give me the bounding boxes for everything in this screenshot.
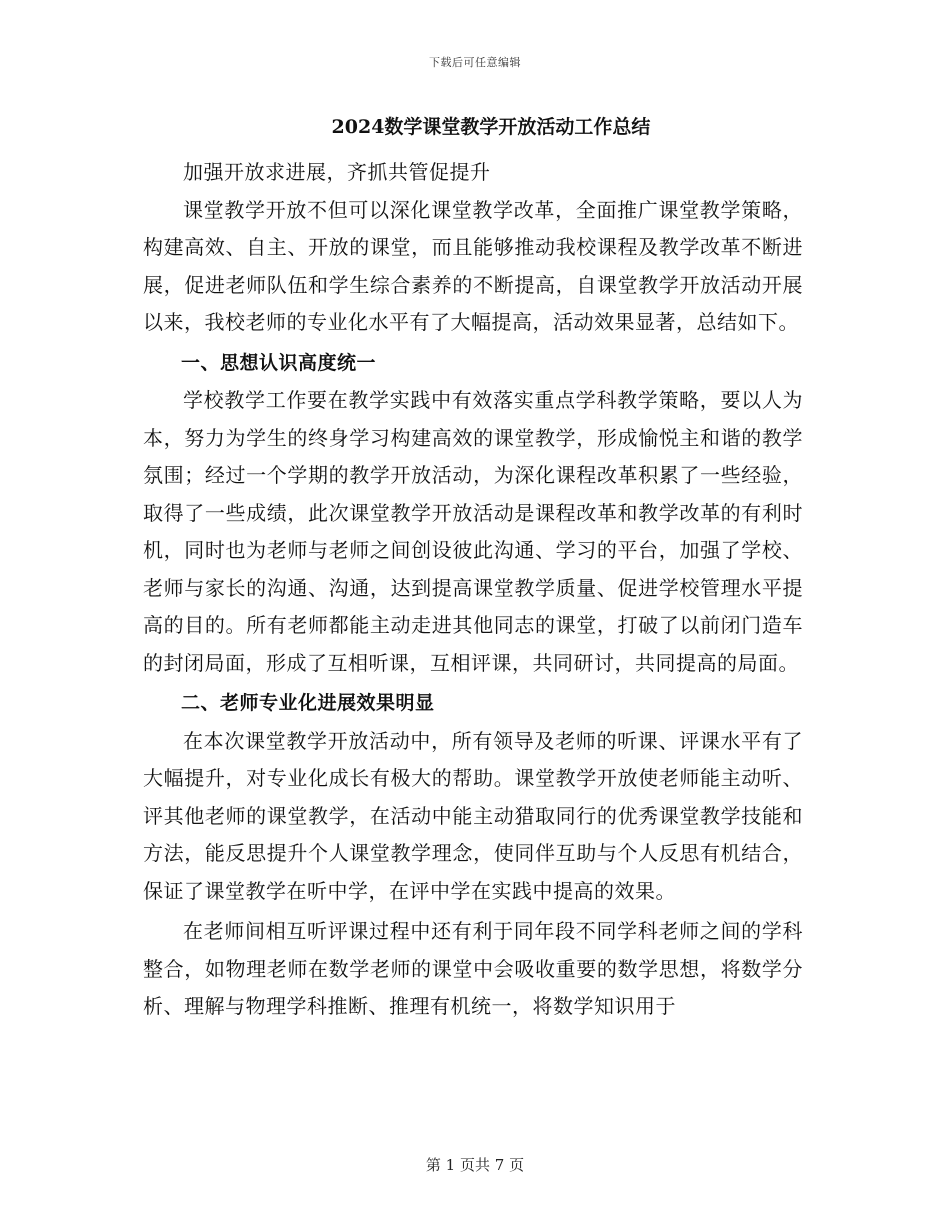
section-1-paragraph: 学校教学工作要在教学实践中有效落实重点学科教学策略，要以人为本，努力为学生的终身学习构建高效的课堂教学，形成愉悦主和谐的教学氛围；经过一个学期的教学开放活动，为深化课程改革积累了一些经验，取得了一些成绩，此次课堂教学开放活动是课程改革和教学改革的有利时机，同时也为老师与老师之间创设彼此沟通、学习的平台，加强了学校、老师与家长的沟通、沟通，达到提高课堂教学质量、促进学校管理水平提高的目的。所有老师都能主动走进其他同志的课堂，打破了以前闭门造车的封闭局面，形成了互相听课，互相评课，共同研讨，共同提高的局面。	[143, 388, 803, 675]
section-2-paragraph-2: 在老师间相互听评课过程中还有利于同年段不同学科老师之间的学科整合，如物理老师在数学老师的课堂中会吸收重要的数学思想，将数学分析、理解与物理学科推断、推理有机统一，将数学知识用于	[143, 919, 803, 1018]
section-1-heading: 一、思想认识高度统一	[181, 351, 377, 374]
document-subtitle: 加强开放求进展，齐抓共管促提升	[183, 160, 491, 184]
intro-paragraph: 课堂教学开放不但可以深化课堂教学改革，全面推广课堂教学策略，构建高效、自主、开放的课堂，而且能够推动我校课程及教学改革不断进展，促进老师队伍和学生综合素养的不断提高，自课堂教学开放活动开展以来，我校老师的专业化水平有了大幅提高，活动效果显著，总结如下。	[143, 197, 803, 334]
header-note: 下载后可任意编辑	[429, 56, 521, 69]
section-2-heading: 二、老师专业化进展效果明显	[181, 692, 435, 714]
page-footer: 第 1 页共 7 页	[425, 1156, 525, 1174]
section-2-paragraph-1: 在本次课堂教学开放活动中，所有领导及老师的听课、评课水平有了大幅提升，对专业化成长有极大的帮助。课堂教学开放使老师能主动听、评其他老师的课堂教学，在活动中能主动猎取同行的优秀课堂教学技能和方法，能反思提升个人课堂教学理念，使同伴互助与个人反思有机结合，保证了课堂教学在听中学，在评中学在实践中提高的效果。	[143, 728, 803, 903]
document-title: 2024数学课堂教学开放活动工作总结	[331, 116, 651, 138]
document-body	[143, 112, 803, 1026]
